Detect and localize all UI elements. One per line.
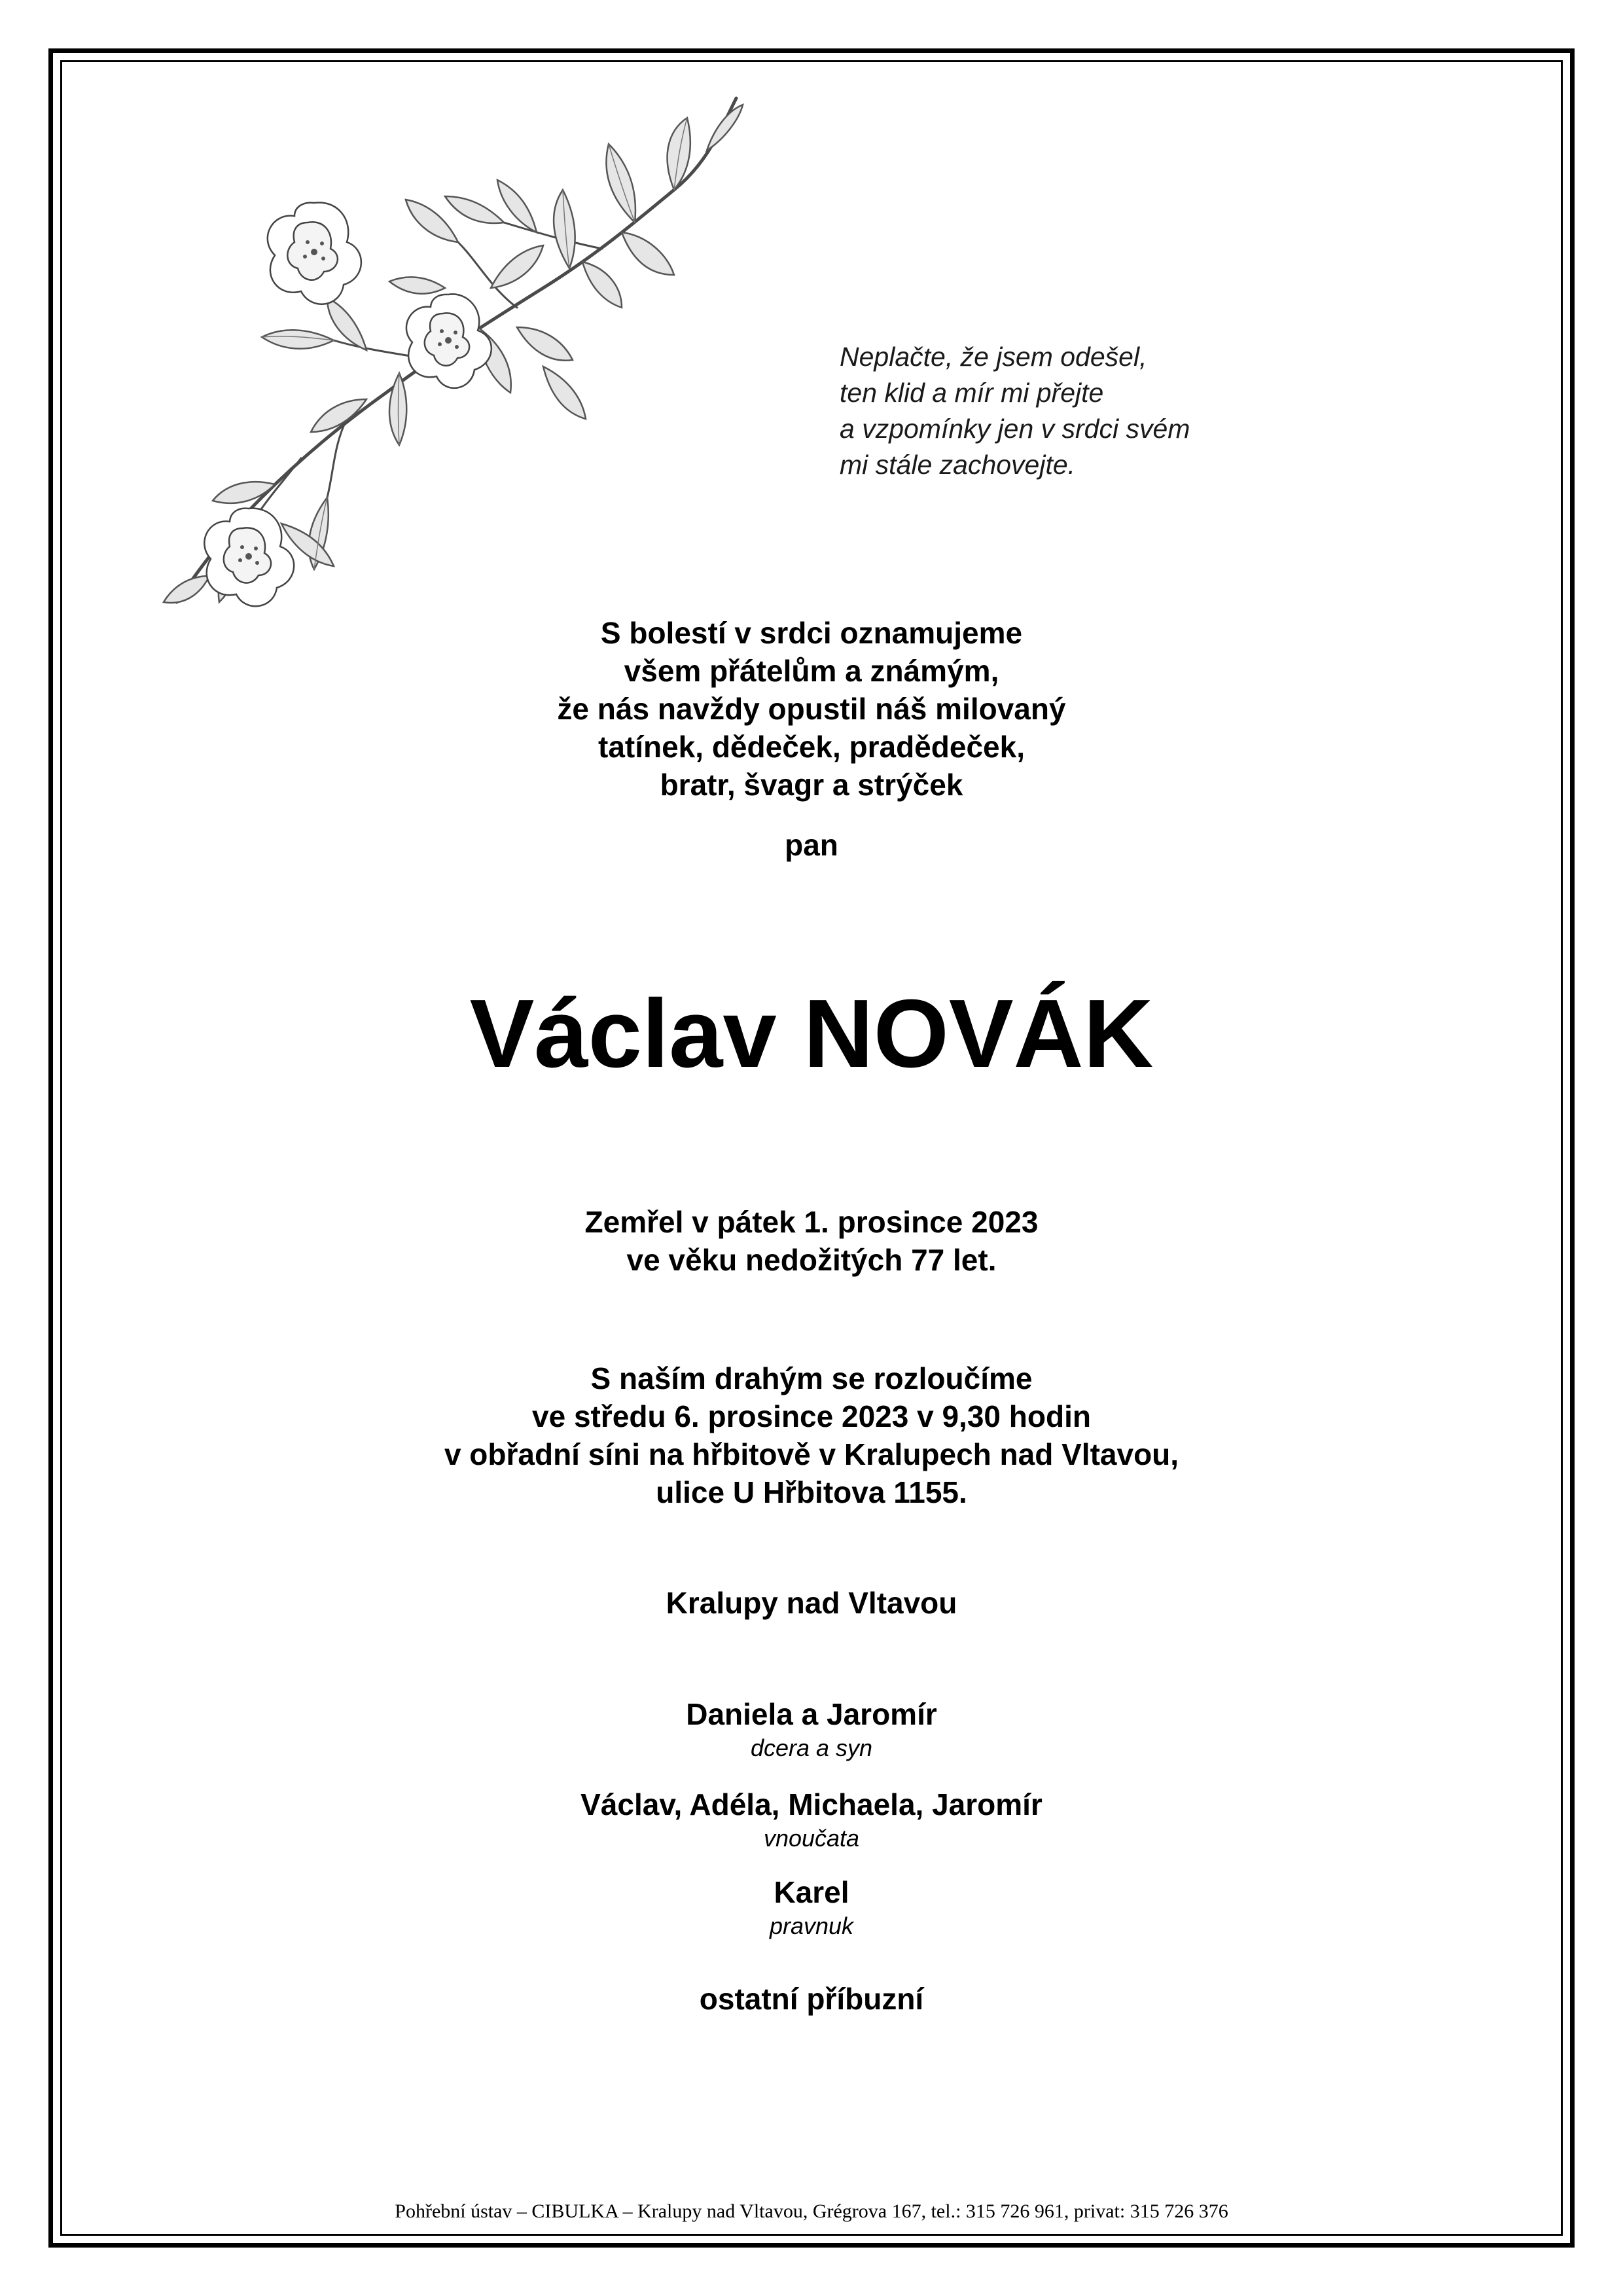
mourner-names: Daniela a Jaromír [686,1697,937,1731]
verse-line: ten klid a mír mi přejte [840,378,1104,408]
deceased-name: Václav NOVÁK [469,980,1154,1088]
place: Kralupy nad Vltavou [666,1586,957,1620]
announcement-line: tatínek, dědeček, pradědeček, [598,730,1025,764]
farewell-line: S naším drahým se rozloučíme [590,1361,1033,1395]
announcement-line: S bolestí v srdci oznamujeme [600,616,1023,650]
farewell-info [0,1359,1623,1511]
mourner-relation: pravnuk [769,1912,854,1939]
verse-line: Neplačte, že jsem odešel, [840,342,1147,372]
salutation: pan [785,828,838,862]
announcement-line: že nás navždy opustil náš milovaný [557,692,1066,726]
mourner-names: Václav, Adéla, Michaela, Jaromír [580,1787,1043,1821]
verse-line: mi stále zachovejte. [840,450,1076,480]
death-info [0,1203,1623,1279]
farewell-line: ulice U Hřbitova 1155. [656,1475,967,1509]
other-relatives: ostatní příbuzní [699,1982,924,2016]
funeral-home-footer: Pohřební ústav – CIBULKA – Kralupy nad Vltavou, Grégrova 167, tel.: 315 726 961, privat: 315 726 376 [395,2200,1228,2222]
announcement [0,614,1623,804]
mourner-group [0,1695,1623,1763]
mourner-group [0,1785,1623,1854]
farewell-line: ve středu 6. prosince 2023 v 9,30 hodin [532,1399,1091,1433]
farewell-line: v obřadní síni na hřbitově v Kralupech nad Vltavou, [444,1437,1179,1471]
verse [840,339,1363,483]
mourner-names: Karel [774,1875,849,1909]
mourner-relation: vnoučata [763,1825,860,1852]
announcement-line: všem přátelům a známým, [624,654,999,688]
mourner-group [0,1873,1623,1941]
mourner-relation: dcera a syn [750,1734,873,1761]
death-info-line: Zemřel v pátek 1. prosince 2023 [584,1205,1039,1239]
death-info-line: ve věku nedožitých 77 let. [626,1243,997,1277]
verse-line: a vzpomínky jen v srdci svém [840,414,1190,444]
announcement-line: bratr, švagr a strýček [660,768,963,802]
